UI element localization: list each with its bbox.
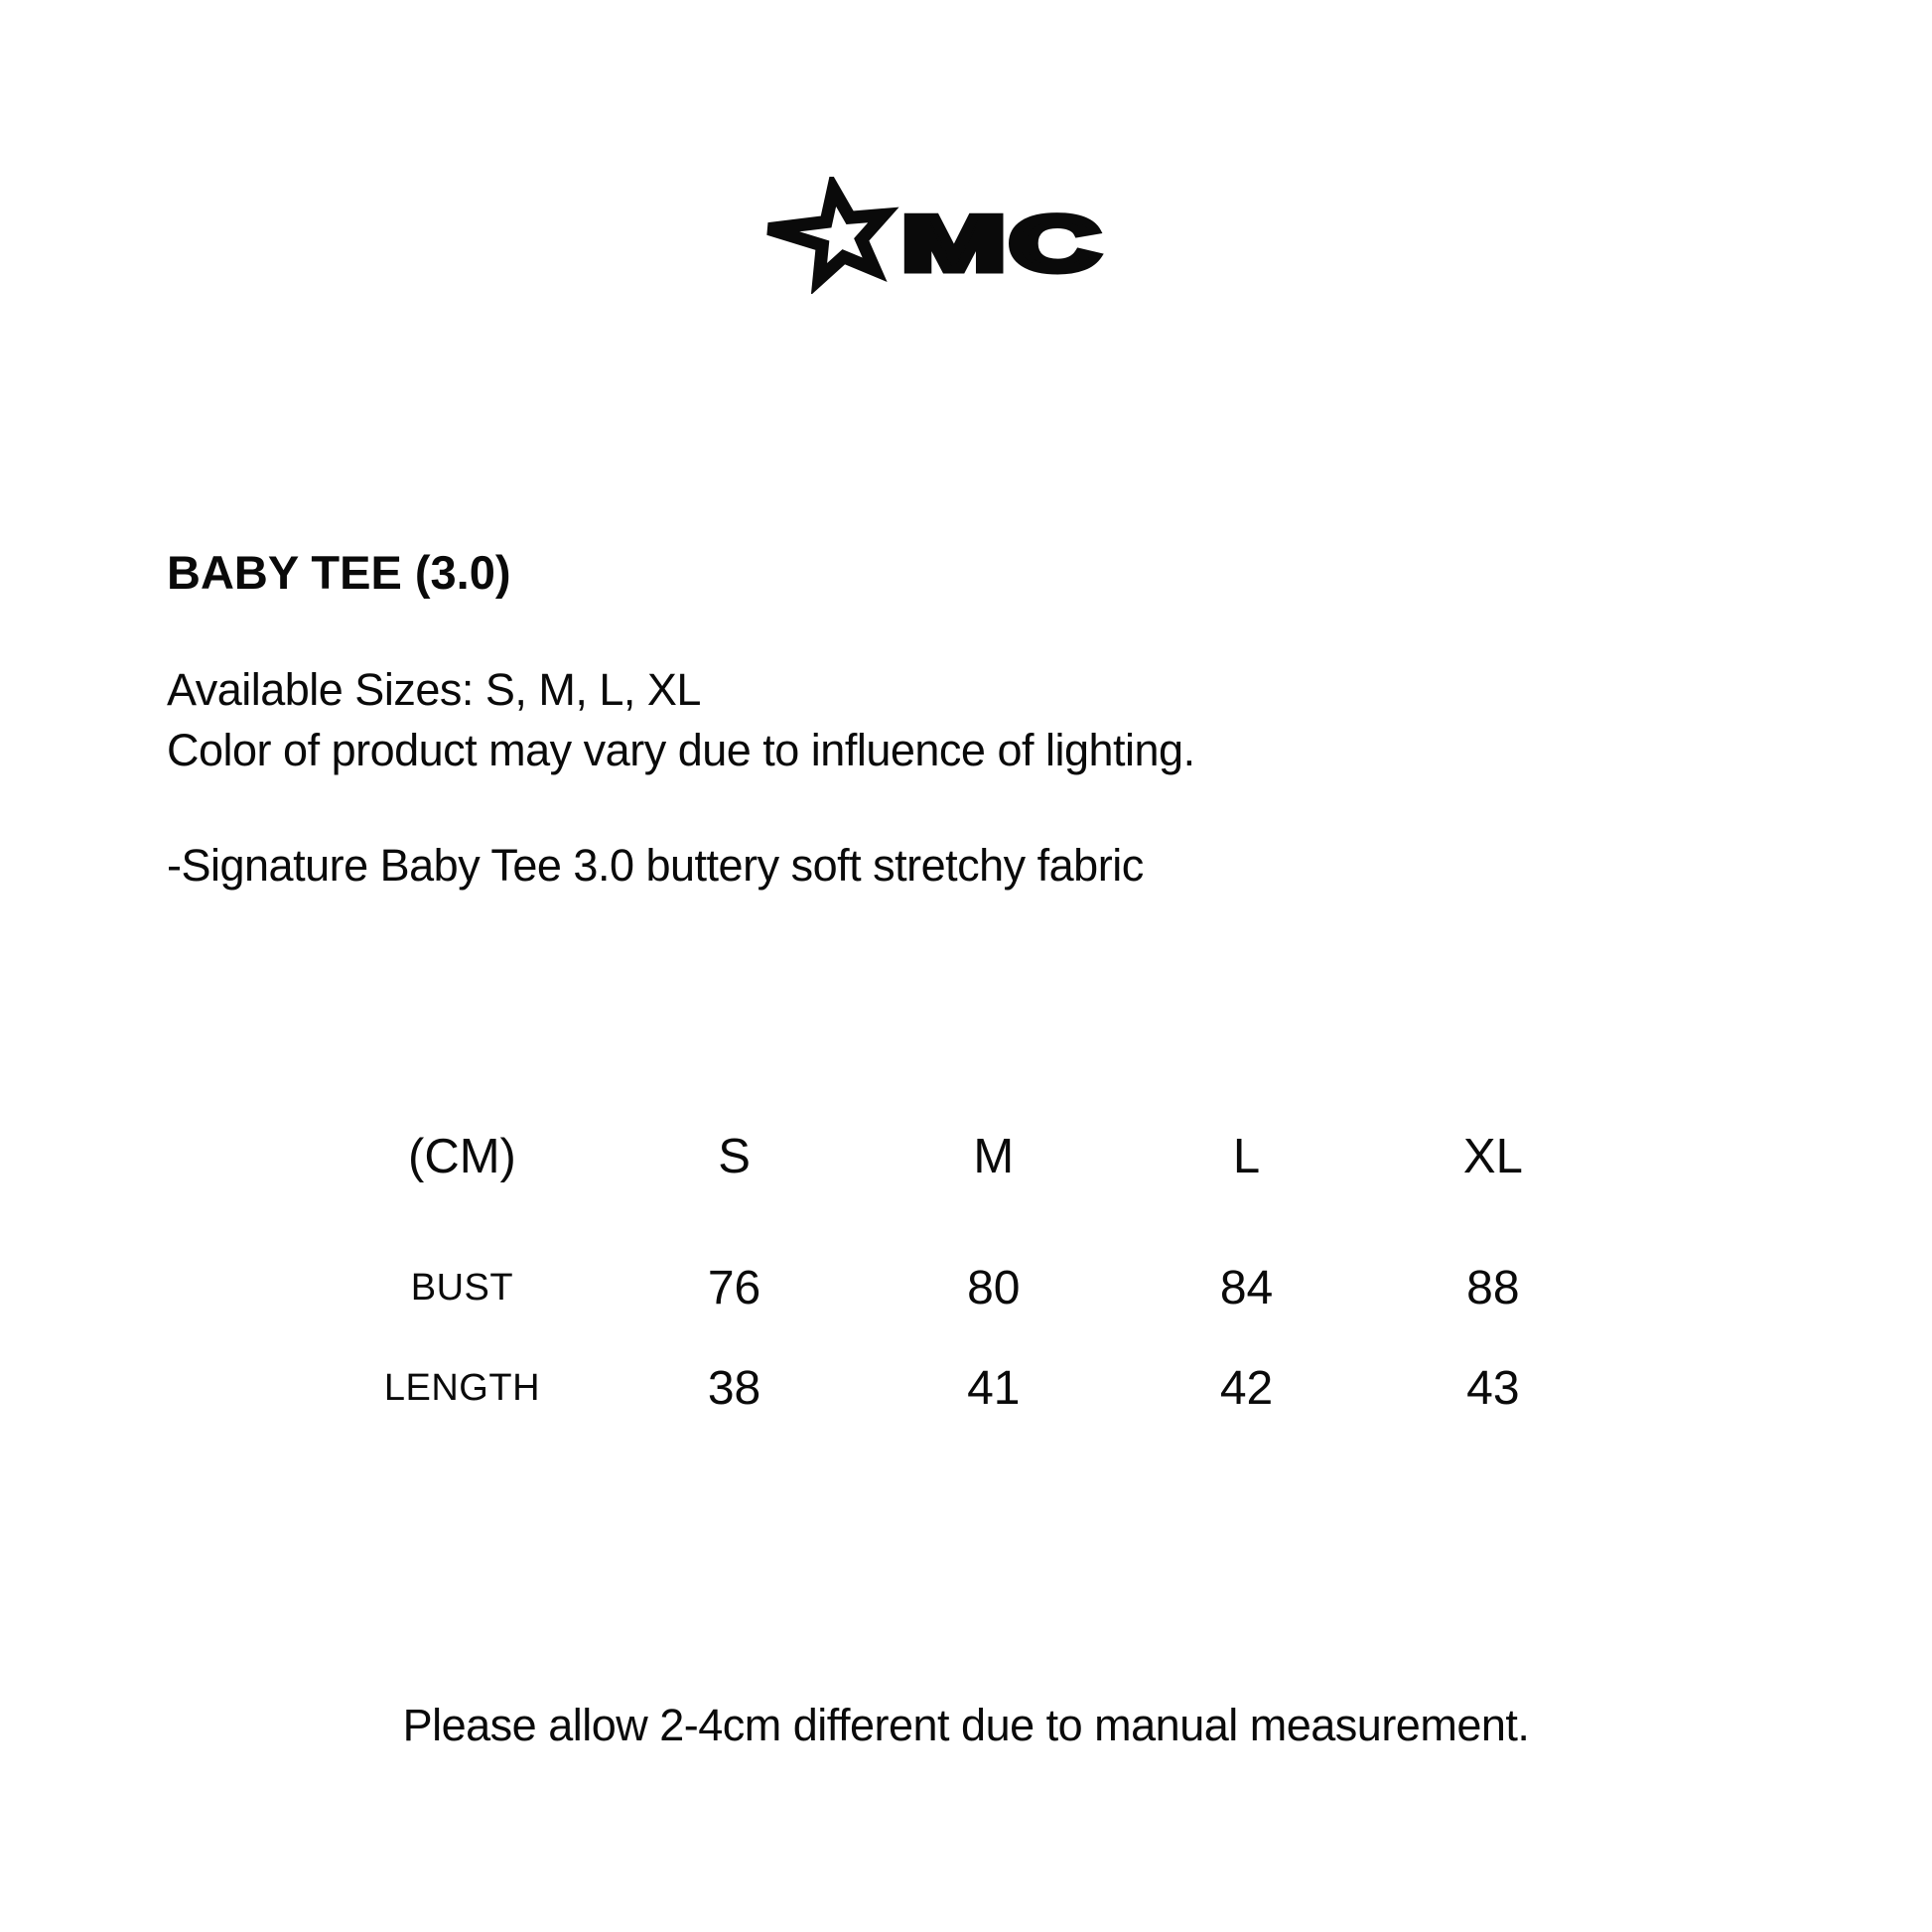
color-note-text: Color of product may vary due to influence of lighting. xyxy=(167,725,1195,775)
fabric-note-text: -Signature Baby Tee 3.0 buttery soft stretchy fabric xyxy=(167,840,1144,891)
length-value-xl: 43 xyxy=(1466,1361,1520,1415)
product-title: BABY TEE (3.0) xyxy=(167,546,511,599)
size-column-l: L xyxy=(1232,1130,1261,1183)
product-description xyxy=(167,659,1195,780)
bust-row-label: BUST xyxy=(410,1266,514,1309)
size-column-s: S xyxy=(718,1130,751,1183)
available-sizes-text: Available Sizes: S, M, L, XL xyxy=(167,664,701,715)
brand-text: MC xyxy=(901,201,1103,288)
size-column-xl: XL xyxy=(1462,1130,1523,1183)
size-chart-length-row xyxy=(328,1358,1608,1418)
bust-value-s: 76 xyxy=(707,1261,761,1314)
bust-value-l: 84 xyxy=(1219,1261,1274,1314)
size-chart-header-row xyxy=(328,1127,1608,1186)
measurement-disclaimer: Please allow 2-4cm different due to manual measurement. xyxy=(402,1700,1530,1750)
star-icon xyxy=(766,180,887,287)
bust-value-m: 80 xyxy=(967,1261,1021,1314)
length-value-l: 42 xyxy=(1219,1361,1274,1415)
size-chart-unit-label: (CM) xyxy=(408,1130,516,1183)
size-chart-bust-row xyxy=(328,1258,1608,1317)
bust-value-xl: 88 xyxy=(1466,1261,1520,1314)
brand-logo xyxy=(766,177,1156,294)
length-value-m: 41 xyxy=(967,1361,1021,1415)
length-row-label: LENGTH xyxy=(383,1366,541,1409)
length-value-s: 38 xyxy=(707,1361,761,1415)
size-column-m: M xyxy=(973,1130,1015,1183)
